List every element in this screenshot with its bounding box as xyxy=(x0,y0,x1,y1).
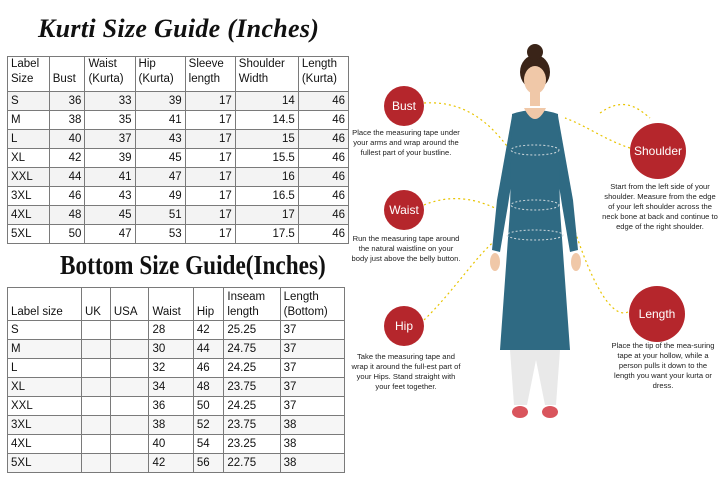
header-line: Label xyxy=(11,58,40,70)
table-cell: 46 xyxy=(49,187,85,206)
table-cell: 15.5 xyxy=(235,149,298,168)
table-cell: 17 xyxy=(185,111,235,130)
shoulder-badge: Shoulder xyxy=(630,123,686,179)
header-line: Bust xyxy=(52,73,76,85)
bust-description: Place the measuring tape under your arms and wrap around the fullest part of your bustline. xyxy=(352,128,460,157)
header-line: Width xyxy=(238,73,269,85)
table-cell: 36 xyxy=(49,92,85,111)
table-cell: 44 xyxy=(193,340,224,359)
header-line: Sleeve xyxy=(188,58,224,70)
table-cell: M xyxy=(8,111,50,130)
table-cell: 45 xyxy=(135,149,185,168)
header-line: (Kurta) xyxy=(138,73,174,85)
table-cell: 39 xyxy=(135,92,185,111)
table-cell: XL xyxy=(8,149,50,168)
table-cell: 47 xyxy=(135,168,185,187)
model-figure xyxy=(490,44,581,418)
table-cell: 24.25 xyxy=(224,359,280,378)
table-cell: 15 xyxy=(235,130,298,149)
table-cell: 46 xyxy=(298,92,348,111)
table-cell: 50 xyxy=(49,225,85,244)
table-cell: 46 xyxy=(298,206,348,225)
length-badge: Length xyxy=(629,286,685,342)
table-cell: 46 xyxy=(298,187,348,206)
hip-description: Take the measuring tape and wrap it around the full-est part of your Hips. Stand straight with your feet together. xyxy=(351,352,461,391)
table-cell: 48 xyxy=(49,206,85,225)
table-cell: 23.75 xyxy=(224,416,280,435)
table-cell: 34 xyxy=(149,378,193,397)
table-cell: XL xyxy=(8,378,82,397)
header-line: Inseam xyxy=(227,291,266,303)
table-cell: 42 xyxy=(193,321,224,340)
table-cell: 17 xyxy=(185,149,235,168)
table-cell: 28 xyxy=(149,321,193,340)
table-cell: M xyxy=(8,340,82,359)
table-cell: 23.25 xyxy=(224,435,280,454)
table-cell: XXL xyxy=(8,397,82,416)
table-cell: 41 xyxy=(85,168,135,187)
table-cell: 36 xyxy=(149,397,193,416)
table-cell: 17 xyxy=(185,206,235,225)
table-cell: 46 xyxy=(298,149,348,168)
table-cell: 38 xyxy=(280,454,344,473)
table-cell: 23.75 xyxy=(224,378,280,397)
table-cell: 14 xyxy=(235,92,298,111)
table-cell: 39 xyxy=(85,149,135,168)
table-cell: 46 xyxy=(298,225,348,244)
table-cell: L xyxy=(8,359,82,378)
table-cell: 4XL xyxy=(8,435,82,454)
table-cell: 42 xyxy=(149,454,193,473)
table-cell: 33 xyxy=(85,92,135,111)
table-cell: 38 xyxy=(280,435,344,454)
table-cell: S xyxy=(8,92,50,111)
table-cell: 37 xyxy=(280,321,344,340)
table-cell: 17 xyxy=(185,92,235,111)
table-cell: 3XL xyxy=(8,416,82,435)
table-cell: 14.5 xyxy=(235,111,298,130)
table-cell: 16 xyxy=(235,168,298,187)
header-line: UK xyxy=(84,306,101,318)
header-line: (Kurta) xyxy=(88,73,124,85)
header-line: Hip xyxy=(196,306,215,318)
table-cell: 22.75 xyxy=(224,454,280,473)
shoulder-description: Start from the left side of your shoulder. Measure from the edge of your left shoulder across the neck bone at back and continue to edge of the right shoulder. xyxy=(602,182,718,231)
table-cell: 16.5 xyxy=(235,187,298,206)
table-cell: 37 xyxy=(85,130,135,149)
header-line: Size xyxy=(11,73,34,85)
table-cell: 38 xyxy=(280,416,344,435)
shoulder-tape-curve xyxy=(600,105,650,118)
table-cell: 5XL xyxy=(8,225,50,244)
table-cell: 46 xyxy=(193,359,224,378)
table-cell: 37 xyxy=(280,359,344,378)
header-line: Length xyxy=(283,291,319,303)
header-line: Shoulder xyxy=(238,58,285,70)
table-cell: 32 xyxy=(149,359,193,378)
header-line: Length xyxy=(301,58,338,70)
header-line: (Bottom) xyxy=(283,306,328,318)
table-cell: 37 xyxy=(280,397,344,416)
header-line: (Kurta) xyxy=(301,73,337,85)
table-cell: 54 xyxy=(193,435,224,454)
table-cell: 17 xyxy=(185,168,235,187)
table-cell: 30 xyxy=(149,340,193,359)
table-cell: 37 xyxy=(280,378,344,397)
table-cell: 56 xyxy=(193,454,224,473)
table-cell: 24.75 xyxy=(224,340,280,359)
table-cell: 50 xyxy=(193,397,224,416)
table-cell: 53 xyxy=(135,225,185,244)
table-cell: 38 xyxy=(49,111,85,130)
table-cell: 37 xyxy=(280,340,344,359)
table-cell: 17 xyxy=(185,130,235,149)
waist-description: Run the measuring tape around the natural waistline on your body just above the belly button. xyxy=(351,234,461,263)
table-cell: 4XL xyxy=(8,206,50,225)
table-cell: 41 xyxy=(135,111,185,130)
table-cell: 45 xyxy=(85,206,135,225)
table-cell: 43 xyxy=(135,130,185,149)
kurti-size-guide-title: Kurti Size Guide (Inches) xyxy=(38,14,320,43)
header-line: length xyxy=(227,306,259,318)
table-cell: 47 xyxy=(85,225,135,244)
header-line: Waist xyxy=(88,58,117,70)
shoulder-connector xyxy=(565,118,630,148)
table-cell: 51 xyxy=(135,206,185,225)
bust-badge: Bust xyxy=(384,86,424,126)
table-cell: 17.5 xyxy=(235,225,298,244)
table-cell: 48 xyxy=(193,378,224,397)
table-cell: 40 xyxy=(149,435,193,454)
header-line: length xyxy=(188,73,220,85)
table-cell: 49 xyxy=(135,187,185,206)
table-cell: 17 xyxy=(185,225,235,244)
table-cell: 35 xyxy=(85,111,135,130)
header-line: Waist xyxy=(152,306,181,318)
table-cell: 5XL xyxy=(8,454,82,473)
table-cell: 46 xyxy=(298,130,348,149)
table-cell: 17 xyxy=(235,206,298,225)
header-line: Label size xyxy=(11,306,63,318)
length-description: Place the tip of the mea-suring tape at your hollow, while a person pulls it down to the length you want your kurta or dress. xyxy=(611,341,715,390)
waist-connector xyxy=(424,199,505,213)
bottom-size-guide-title: Bottom Size Guide(Inches) xyxy=(60,250,326,280)
table-cell: 25.25 xyxy=(224,321,280,340)
table-cell: 43 xyxy=(85,187,135,206)
waist-badge: Waist xyxy=(384,190,424,230)
table-cell: L xyxy=(8,130,50,149)
table-cell: 17 xyxy=(185,187,235,206)
table-cell: 40 xyxy=(49,130,85,149)
table-cell: 46 xyxy=(298,111,348,130)
header-line: Hip xyxy=(138,58,156,70)
hip-badge: Hip xyxy=(384,306,424,346)
table-cell: 38 xyxy=(149,416,193,435)
table-cell: 44 xyxy=(49,168,85,187)
table-cell: 3XL xyxy=(8,187,50,206)
header-line: USA xyxy=(113,306,138,318)
table-cell: XXL xyxy=(8,168,50,187)
table-cell: 24.25 xyxy=(224,397,280,416)
table-cell: 42 xyxy=(49,149,85,168)
table-cell: 52 xyxy=(193,416,224,435)
table-cell: 46 xyxy=(298,168,348,187)
table-cell: S xyxy=(8,321,82,340)
